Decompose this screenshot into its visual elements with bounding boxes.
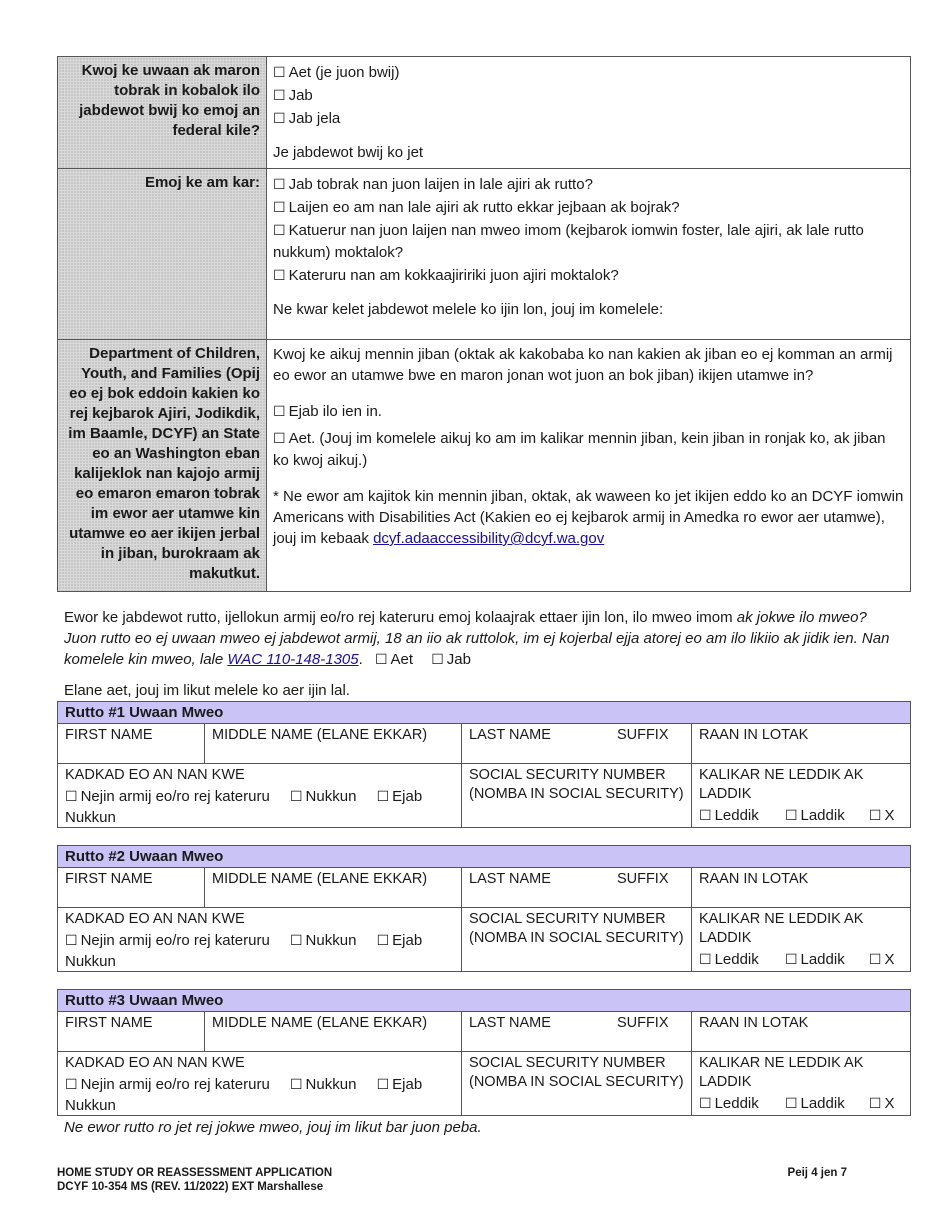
ssn-field[interactable]: SOCIAL SECURITY NUMBER (NOMBA IN SOCIAL SECURITY)	[462, 764, 692, 827]
household-no-option[interactable]: ☐ Jab	[431, 651, 471, 668]
member-title: Rutto #3 Uwaan Mweo	[58, 990, 910, 1012]
first-name-field[interactable]: FIRST NAME	[58, 868, 205, 907]
dcyf-note: * Ne ewor am kajitok kin mennin jiban, oktak, ak waween ko jet ikijen eddo ko an DCYF iomwin Americans with Disabilities Act (Kakien eo ej kejbarok armij in Amedka ro ewor aer utamwe), jouj im kebaak dcyf.adaaccessibility@dcyf.wa.gov	[273, 488, 904, 547]
checkbox-icon[interactable]: ☐	[273, 87, 286, 103]
checkbox-icon[interactable]: ☐	[376, 931, 390, 948]
dcyf-row	[58, 340, 911, 592]
checkbox-icon[interactable]: ☐	[273, 176, 286, 192]
household-intro: Elane aet, jouj im likut melele ko aer ijin lal.	[64, 681, 350, 699]
federal-option-unknown[interactable]: ☐ Jab jela	[273, 110, 341, 127]
member-name-row	[58, 1012, 910, 1052]
federal-option-yes[interactable]: ☐ Aet (je juon bwij)	[273, 64, 400, 81]
employment-option-1[interactable]: ☐ Jab tobrak nan juon laijen in lale ajiri ak rutto?	[273, 176, 593, 193]
dcyf-label: Department of Children, Youth, and Families (Opij eo ej bok eddoin kakien ko rej kejbarok Ajiri, Jodikdik, im Baamle, DCYF) an State eo an Washington eban kalijeklok nan kajojo armij eo emaron emaron tobrak im ewor aer utamwe kin utamwe eo aer ikijen jerbal in jiban, burokraam ak makutkut.	[58, 340, 267, 592]
ssn-field[interactable]: SOCIAL SECURITY NUMBER (NOMBA IN SOCIAL SECURITY)	[462, 908, 692, 971]
checkbox-icon[interactable]: ☐	[868, 1094, 882, 1111]
member-title: Rutto #1 Uwaan Mweo	[58, 702, 910, 724]
household-member-table	[57, 701, 911, 828]
member-detail-row	[58, 1052, 910, 1115]
dcyf-option-no[interactable]: ☐ Ejab ilo ien in.	[273, 403, 382, 420]
form-page	[57, 56, 911, 1138]
dcyf-question: Kwoj ke aikuj mennin jiban (oktak ak kakobaba ko nan kakien ak jiban eo ej komman an armij eo ewor an utamwe bwe en maron jonan wot juon an bok jiban) ikijen utamwe in?	[273, 346, 893, 384]
checkbox-icon[interactable]: ☐	[273, 110, 286, 126]
relationship-field: KADKAD EO AN NAN KWE ☐ Nejin armij eo/ro rej kateruru ☐ Nukkun ☐ Ejab Nukkun	[58, 1052, 462, 1115]
checkbox-icon[interactable]: ☐	[699, 806, 712, 823]
gender-option-x[interactable]: ☐ X	[868, 950, 895, 968]
gender-option-male[interactable]: ☐ Laddik	[784, 806, 845, 824]
dob-field[interactable]: RAAN IN LOTAK	[699, 726, 809, 743]
relationship-option-applicant-child[interactable]: ☐ Nejin armij eo/ro rej kateruru	[65, 931, 270, 949]
member-detail-row	[58, 764, 910, 827]
checkbox-icon[interactable]: ☐	[65, 1075, 78, 1092]
gender-option-male[interactable]: ☐ Laddik	[784, 1094, 845, 1112]
checkbox-icon[interactable]: ☐	[784, 806, 798, 823]
wac-link[interactable]: WAC 110-148-1305	[227, 651, 359, 668]
relationship-option-not-relative[interactable]: ☐ Ejab	[376, 787, 423, 805]
questions-table	[57, 56, 911, 592]
checkbox-icon[interactable]: ☐	[65, 787, 78, 804]
checkbox-icon[interactable]: ☐	[784, 950, 798, 967]
relationship-field: KADKAD EO AN NAN KWE ☐ Nejin armij eo/ro rej kateruru ☐ Nukkun ☐ Ejab Nukkun	[58, 764, 462, 827]
gender-option-female[interactable]: ☐ Leddik	[699, 806, 759, 824]
gender-field: KALIKAR NE LEDDIK AK LADDIK ☐ Leddik ☐ Laddik ☐ X	[699, 766, 895, 824]
household-question: Ewor ke jabdewot rutto, ijellokun armij eo/ro rej kateruru emoj kolaajrak ettaer ijin lon, ilo mweo imom ak jokwe ilo mweo? Juon rutto eo ej uwaan mweo ej jabdewot armij, 18 an iio ak ruttolok, im ej kojerbal ejja atorej eo am ilo likiio ak jidik ien. Nan komelele kin mweo, lale WAC 110-148-1305. ☐ Aet ☐ Jab	[64, 609, 890, 668]
relationship-option-not-relative[interactable]: ☐ Ejab	[376, 931, 423, 949]
household-member-table	[57, 845, 911, 972]
employment-option-3[interactable]: ☐ Katuerur nan juon laijen nan mweo imom (kejbarok iomwin foster, lale ajiri, ak lale rutto nukkum) moktalok?	[273, 222, 864, 261]
gender-option-male[interactable]: ☐ Laddik	[784, 950, 845, 968]
last-name-field[interactable]: LAST NAME SUFFIX	[462, 868, 692, 907]
gender-option-x[interactable]: ☐ X	[868, 1094, 895, 1112]
suffix-label: SUFFIX	[616, 1014, 669, 1031]
checkbox-icon[interactable]: ☐	[273, 222, 286, 238]
gender-field: KALIKAR NE LEDDIK AK LADDIK ☐ Leddik ☐ Laddik ☐ X	[699, 910, 895, 968]
footer-form-number: DCYF 10-354 MS (REV. 11/2022) EXT Marshallese	[57, 1181, 324, 1193]
checkbox-icon[interactable]: ☐	[273, 403, 286, 419]
federal-option-no[interactable]: ☐ Jab	[273, 87, 313, 104]
relationship-option-relative[interactable]: ☐ Nukkun	[289, 1075, 357, 1093]
member-name-row	[58, 724, 910, 764]
federal-label: Kwoj ke uwaan ak maron tobrak in kobalok ilo jabdewot bwij ko emoj an federal kile?	[58, 57, 267, 169]
checkbox-icon[interactable]: ☐	[289, 1075, 303, 1092]
suffix-label: SUFFIX	[616, 870, 669, 887]
checkbox-icon[interactable]: ☐	[699, 950, 712, 967]
first-name-field[interactable]: FIRST NAME	[58, 1012, 205, 1051]
gender-option-x[interactable]: ☐ X	[868, 806, 895, 824]
first-name-field[interactable]: FIRST NAME	[58, 724, 205, 763]
checkbox-icon[interactable]: ☐	[289, 931, 303, 948]
dcyf-answers	[267, 340, 911, 592]
checkbox-icon[interactable]: ☐	[273, 430, 286, 446]
checkbox-icon[interactable]: ☐	[784, 1094, 798, 1111]
suffix-label: SUFFIX	[616, 726, 669, 743]
last-name-field[interactable]: LAST NAME SUFFIX	[462, 724, 692, 763]
checkbox-icon[interactable]: ☐	[273, 64, 286, 80]
checkbox-icon[interactable]: ☐	[289, 787, 303, 804]
footer-form-title: HOME STUDY OR REASSESSMENT APPLICATION	[57, 1167, 333, 1179]
employment-option-4[interactable]: ☐ Kateruru nan am kokkaajiririki juon ajiri moktalok?	[273, 267, 619, 284]
employment-option-2[interactable]: ☐ Laijen eo am nan lale ajiri ak rutto ekkar jejbaan ak bojrak?	[273, 199, 680, 216]
member-name-row	[58, 868, 910, 908]
dob-field[interactable]: RAAN IN LOTAK	[699, 1014, 809, 1031]
checkbox-icon[interactable]: ☐	[376, 1075, 390, 1092]
page-footer	[57, 1166, 847, 1194]
checkbox-icon[interactable]: ☐	[374, 651, 388, 667]
gender-option-female[interactable]: ☐ Leddik	[699, 1094, 759, 1112]
relationship-option-applicant-child[interactable]: ☐ Nejin armij eo/ro rej kateruru	[65, 787, 270, 805]
last-name-field[interactable]: LAST NAME SUFFIX	[462, 1012, 692, 1051]
checkbox-icon[interactable]: ☐	[376, 787, 390, 804]
more-members-note: Ne ewor rutto ro jet rej jokwe mweo, jouj im likut bar juon peba.	[64, 1118, 482, 1136]
checkbox-icon[interactable]: ☐	[431, 651, 444, 667]
relationship-option-relative[interactable]: ☐ Nukkun	[289, 787, 357, 805]
checkbox-icon[interactable]: ☐	[699, 1094, 712, 1111]
employment-answers	[267, 169, 911, 340]
checkbox-icon[interactable]: ☐	[868, 806, 882, 823]
gender-option-female[interactable]: ☐ Leddik	[699, 950, 759, 968]
household-members	[57, 701, 911, 1116]
checkbox-icon[interactable]: ☐	[273, 199, 286, 215]
middle-name-field[interactable]: MIDDLE NAME (ELANE EKKAR)	[205, 724, 462, 763]
page-number: Peij 4 jen 7	[787, 1167, 847, 1179]
member-title: Rutto #2 Uwaan Mweo	[58, 846, 910, 868]
household-yes-option[interactable]: ☐ Aet	[374, 651, 414, 668]
employment-followup: Ne kwar kelet jabdewot melele ko ijin lon, jouj im komelele:	[273, 301, 664, 318]
middle-name-field[interactable]: MIDDLE NAME (ELANE EKKAR)	[205, 1012, 462, 1051]
relationship-option-applicant-child[interactable]: ☐ Nejin armij eo/ro rej kateruru	[65, 1075, 270, 1093]
checkbox-icon[interactable]: ☐	[868, 950, 882, 967]
federal-followup: Je jabdewot bwij ko jet	[273, 144, 424, 161]
federal-row	[58, 57, 911, 169]
gender-field: KALIKAR NE LEDDIK AK LADDIK ☐ Leddik ☐ Laddik ☐ X	[699, 1054, 895, 1112]
employment-row	[58, 169, 911, 340]
federal-answers	[267, 57, 911, 169]
relationship-option-relative[interactable]: ☐ Nukkun	[289, 931, 357, 949]
household-member-table	[57, 989, 911, 1116]
dcyf-option-yes[interactable]: ☐ Aet. (Jouj im komelele aikuj ko am im kalikar mennin jiban, kein jiban in ronjak ko, ak jiban ko kwoj aikuj.)	[273, 430, 886, 469]
relationship-field: KADKAD EO AN NAN KWE ☐ Nejin armij eo/ro rej kateruru ☐ Nukkun ☐ Ejab Nukkun	[58, 908, 462, 971]
checkbox-icon[interactable]: ☐	[273, 267, 286, 283]
accessibility-email-link[interactable]: dcyf.adaaccessibility@dcyf.wa.gov	[373, 530, 605, 547]
checkbox-icon[interactable]: ☐	[65, 931, 78, 948]
middle-name-field[interactable]: MIDDLE NAME (ELANE EKKAR)	[205, 868, 462, 907]
dob-field[interactable]: RAAN IN LOTAK	[699, 870, 809, 887]
ssn-field[interactable]: SOCIAL SECURITY NUMBER (NOMBA IN SOCIAL SECURITY)	[462, 1052, 692, 1115]
member-detail-row	[58, 908, 910, 971]
relationship-option-not-relative[interactable]: ☐ Ejab	[376, 1075, 423, 1093]
employment-label: Emoj ke am kar:	[58, 169, 267, 340]
